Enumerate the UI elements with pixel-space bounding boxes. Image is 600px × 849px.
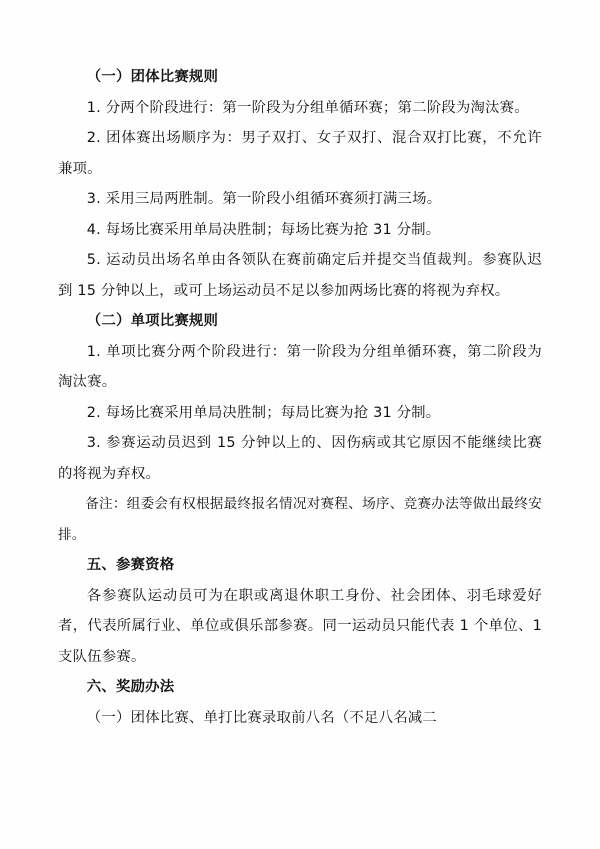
paragraph-eligibility: 各参赛队运动员可为在职或离退休职工身份、社会团体、羽毛球爱好者，代表所属行业、单位或俱乐部参赛。同一运动员只能代表 1 个单位、1 支队伍参赛。 — [58, 587, 542, 665]
section-heading-eligibility: 五、参赛资格 — [86, 557, 175, 573]
paragraph-individual-rule-2: 2. 每场比赛采用单局决胜制；每局比赛为抢 31 分制。 — [86, 404, 441, 421]
paragraph-remark: 备注：组委会有权根据最终报名情况对赛程、场序、竞赛办法等做出最终安排。 — [58, 496, 542, 543]
section-heading-individual-rules: （二）单项比赛规则 — [86, 313, 219, 329]
section-heading-team-rules: （一）团体比赛规则 — [86, 69, 219, 85]
paragraph-team-rule-5: 5. 运动员出场名单由各领队在赛前确定后并提交当值裁判。参赛队迟到 15 分钟以上，或可上场运动员不足以参加两场比赛的将视为弃权。 — [58, 252, 542, 299]
section-heading-awards: 六、奖励办法 — [86, 679, 175, 695]
paragraph-team-rule-4: 4. 每场比赛采用单局决胜制；每场比赛为抢 31 分制。 — [86, 221, 441, 238]
paragraph-individual-rule-3: 3. 参赛运动员迟到 15 分钟以上的、因伤病或其它原因不能继续比赛的将视为弃权。 — [58, 435, 542, 482]
paragraph-awards-1: （一）团体比赛、单打比赛录取前八名（不足八名减二 — [86, 709, 437, 726]
paragraph-team-rule-3: 3. 采用三局两胜制。第一阶段小组循环赛须打满三场。 — [86, 191, 442, 207]
paragraph-team-rule-2: 2. 团体赛出场顺序为：男子双打、女子双打、混合双打比赛，不允许兼项。 — [58, 130, 542, 177]
document-body — [58, 62, 542, 733]
paragraph-individual-rule-1: 1. 单项比赛分两个阶段进行：第一阶段为分组单循环赛，第二阶段为淘汰赛。 — [58, 343, 542, 390]
paragraph-team-rule-1: 1. 分两个阶段进行：第一阶段为分组单循环赛；第二阶段为淘汰赛。 — [86, 99, 529, 116]
